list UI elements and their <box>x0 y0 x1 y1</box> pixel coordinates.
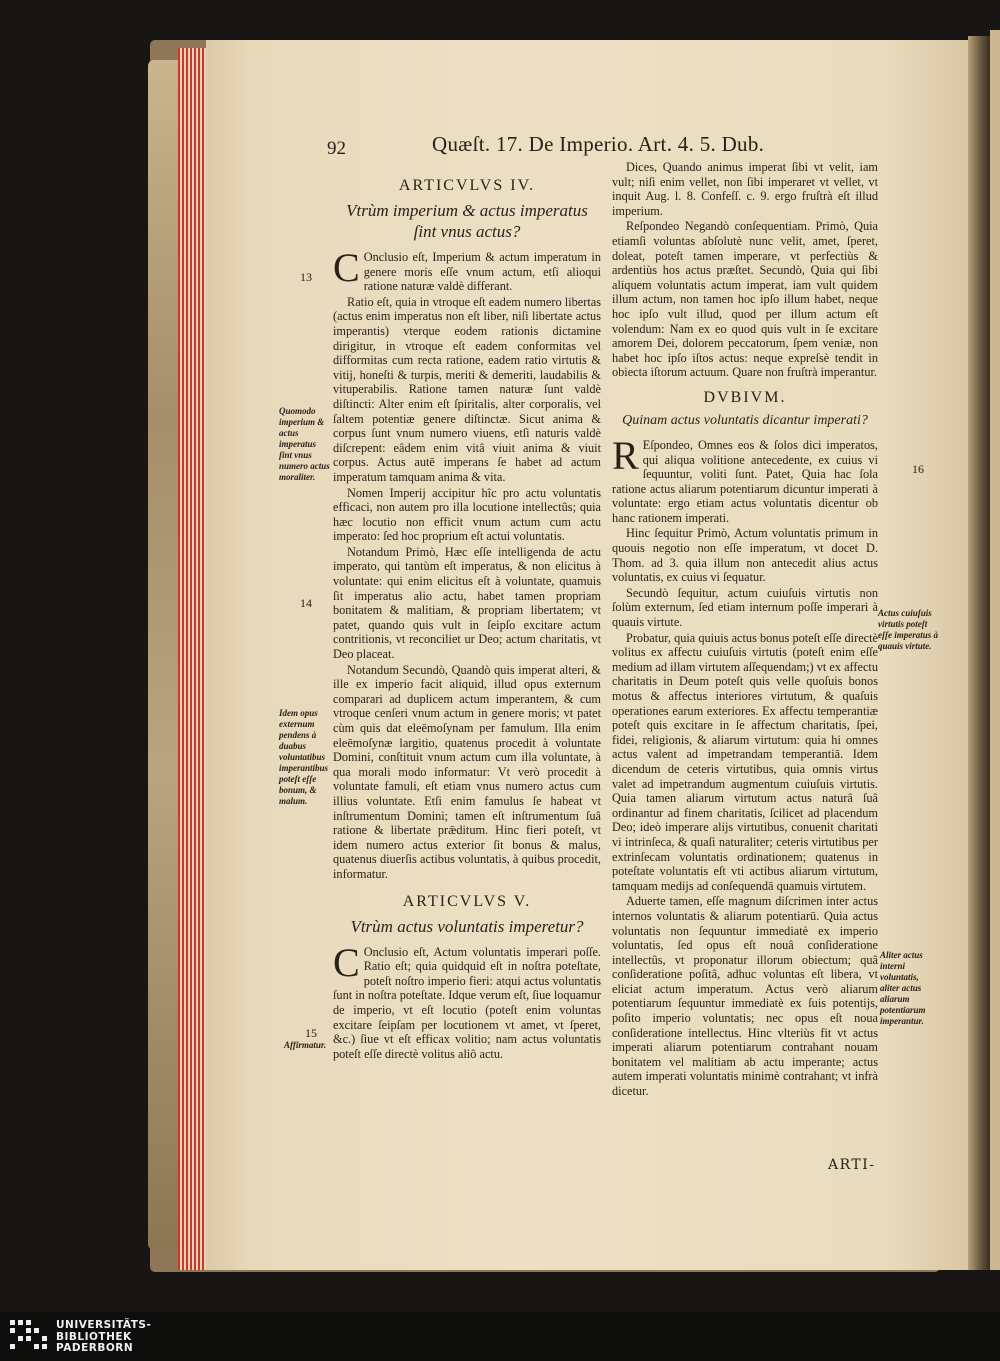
library-logo-icon <box>10 1320 50 1354</box>
margin-number: 15 <box>305 1026 317 1040</box>
article-4-paragraph: Notandum Primò, Hæc eſſe intelligenda de actu imperato, qui tantùm eſt imperatus, & non elicitus à voluntate: qui enim elicitus eſt à voluntate, quamuis ſit imperatus alio actu, habet tamen propriam bonitatem & malitiam, & propriam libertatem; vt patet, quando quis vult in ſeipſo excitare actum contritionis, vt reconciliet ur Deo; actum charitatis, vt Deo placeat. <box>333 544 601 662</box>
left-column <box>333 174 601 1062</box>
margin-number: 14 <box>300 596 312 610</box>
article-4-paragraph: Notandum Secundò, Quandò quis imperat alteri, & ille ex imperio facit aliquid, illud opus externum comparari ad duplicem actum imperantem, & cum vtroque cenſeri vnum actum in genere moris; vt patet cùm quis dat eleēmoſynam per famulum. Illa enim eleēmoſynæ largitio, quatenus procedit à voluntate Domini, conſtituit vnum actum cum illa voluntate, à qua morali modo informatur: Vt verò procedit à voluntate famuli, eſt etiam vnus numero actus cum illius voluntate. Etſi enim famulus ſe habeat vt inſtrumentum Domini; tamen eſt inſtrumentum ſuâ ratione & libertate prǣditum. Hinc fieri poteſt, vt idem numero actus exterior ſit bonus & malus, quatenus diuerſis actibus voluntatis, à quibus procedit, informatur. <box>333 662 601 881</box>
drop-cap: C <box>333 939 360 985</box>
dubium-heading: DVBIVM. <box>703 388 787 406</box>
running-head: Quæſt. 17. De Imperio. Art. 4. 5. Dub. <box>432 132 765 156</box>
dubium-response: R Eſpondeo, Omnes eos & ſolos dici imperatos, qui aliqua volitione antecedente, ex cuius vi ſequuntur, voliti ſunt. Patet, Quia hac ſola ratione actus aliarum potentiarum dicuntur imperati à voluntate: ergo etiam actus voluntatis dicentur ob hanc rationem imperati. <box>612 432 878 525</box>
article-4-conclusion: C Onclusio eſt, Imperium & actum imperatum in genere moris eſſe vnum actum, etſi alioqui ratione naturæ valdè differant. <box>333 245 601 294</box>
article-5-heading: ARTICVLVS V. <box>402 892 532 910</box>
objection-paragraph: Dices, Quando animus imperat ſibi vt velit, iam vult; niſi enim vellet, non ſibi imperaret vt vellet, vt inquit Aug. l. 8. Confeſſ. c. 9. ergo fruſtrà eſt illud imperium. <box>612 160 878 218</box>
library-name: UNIVERSITÄTS- BIBLIOTHEK PADERBORN <box>56 1319 152 1354</box>
margin-note: Aliter actus interni voluntatis, aliter actus aliarum potentiarum imperantur. <box>880 950 926 1026</box>
dubium-paragraph: Aduerte tamen, eſſe magnum diſcrimen inter actus internos voluntatis & aliarum potentiarū. Quia actus voluntatis non ſequuntur immediatè ex imperio voluntatis, ſed opus eſt nouâ conſideratione intellectûs, vt proponatur illorum obiectum; quâ conſideratione poſitâ, adhuc voluntas eſt libera, vt eliciat actum imperatum. Actus verò aliarum potentiarum ſequuntur immediatè ex ſuis potentijs, poſito imperio voluntatis; nec opus eſt noua conſideratione intellectus. Hinc vlteriùs fit vt actus imperati aliarum potentiarum contrahant nouam bonitatem vel malitiam ab actu imperante; actus autem imperati voluntatis minimè contrahant; vt infrà dicetur. <box>612 894 878 1099</box>
right-column <box>612 160 878 1100</box>
page-gutter <box>968 36 992 1270</box>
drop-cap: R <box>612 432 639 478</box>
margin-note: Affirmatur. <box>284 1040 327 1050</box>
red-page-edges <box>178 48 208 1270</box>
margin-note: Actus cuiuſuis virtutis poteſt eſſe imperatus à quauis virtute. <box>878 608 938 651</box>
facing-page-edge <box>990 30 1000 1270</box>
article-4-paragraph: Ratio eſt, quia in vtroque eſt eadem numero libertas (actus enim imperatus non eſt liber, niſi libertate actus imperantis) vterque eodem rationis dictamine dirigitur, in vtroque eſt eadem conformitas vel difformitas cum recta ratione, eadem ratio virtutis & vitij, honeſti & turpis, meriti & demeriti, laudabilis & vituperabilis. Ratione tamen naturæ ſunt valdè diſtincti: Alter enim eſt ſpiritalis, alter corporalis, vel ſaltem potentiæ genere diſtinctæ. Sicut anima & corpus ſunt vnum numero viuens, etſi naturis valdè diſcrepent: eâdem enim vitâ viuit anima & viuit corpus. Actus autē imperans ſe habet ad actum imperatum tamquam anima & vita. <box>333 294 601 484</box>
margin-number: 16 <box>912 462 924 476</box>
article-5-conclusion: C Onclusio eſt, Actum voluntatis imperari poſſe. Ratio eſt; quia quidquid eſt in noſtra poteſtate, poteſt noſtro imperio fieri: atqui actus voluntatis ſunt in noſtra poteſtate. Idque verum eſt, ſiue loquamur de imperio, vt eſt locutio (poteſt enim voluntas excitare ſeipſam per locutionem vt amet, vt ſperet, &c.) ſiue vt eſt efficax volitio; nam actus voluntatis poteſt eſſe directè volitus aliô actu. <box>333 939 601 1061</box>
margin-note: Quomodo imperium & actus imperatus ſint vnus numero actus moraliter. <box>279 406 330 482</box>
response-paragraph: Reſpondeo Negandò conſequentiam. Primò, Quia etiamſi voluntas abſolutè nunc velit, amet, ſperet, doleat, poteſt tamen imperare, vt perfectiùs & ardentiùs hos actus præſtet. Secundò, Quia qui ſibi aliquem voluntatis actum imperat, iam vult quidem illum actum, non tamen hoc ipſo illum habet, neque hoc ipſo vult illud, quod per illum actum eſt volendum: Nam ex eo quod quis vult in ſe excitare amorem Dei, dolorem peccatorum, ſpem veniæ, non habet hoc ipſo iſtos actus: neque expreſsè tendit in obiecta iſtorum actuum. Quare non fruſtrà imperantur. <box>612 219 878 380</box>
dubium-paragraph: Secundò ſequitur, actum cuiuſuis virtutis non ſolùm externum, ſed etiam internum poſſe imperari à quauis virtute. <box>612 585 878 630</box>
dubium-paragraph: Probatur, quia quiuis actus bonus poteſt eſſe directè volitus ex affectu cuiuſuis virtutis (poteſt enim eſſe medium ad illam virtutem aſſequendam;) vt ex affectu charitatis in Deum poteſt quis velle quoſuis bonos motus & affectus interiores virtutum, & quaſuis operationes earum exteriores. Ex affectu temperantiæ poteſt quis excitare in ſe affectum charitatis, ſpei, fidei, religionis, & aliarum virtutum: quia hi omnes actus valent ad impetrandam temperantiā. Idem dicendum de ceteris virtutibus, quia omnis virtus valet ad impetrandum augmentum cuiuſuis virtutis. Quia tamen aliarum virtutum actus naturâ ſuâ ordinantur ad finem charitatis, ſcilicet ad placendum Deo; ideò imperare alijs virtutibus, conuenit charitati vi intrinſeca, & quaſi naturaliter; ceteris virtutibus per extrinſecam voluntatis ordinationem; quatenus in poteſtate voluntatis eſt vti actibus aliarum virtutum, tamquam medijs ad conſequendā quamuis virtutem. <box>612 630 878 893</box>
article-4-question: Vtrùm imperium & actus imperatus ſint vnus actus? <box>346 201 588 241</box>
dubium-question: Quinam actus voluntatis dicantur imperati? <box>622 412 868 428</box>
article-4-paragraph: Nomen Imperij accipitur hîc pro actu voluntatis efficaci, non autem pro illa locutione intellectûs; quia hæc locutio non efficit vnum actum cum actu imperato: ſed hoc proprium eſt actui voluntatis. <box>333 485 601 544</box>
page-number: 92 <box>327 138 346 159</box>
article-5-question: Vtrùm actus voluntatis imperetur? <box>350 916 584 936</box>
margin-number: 13 <box>300 270 312 284</box>
drop-cap: C <box>333 245 360 290</box>
catchword: ARTI- <box>828 1157 876 1173</box>
margin-note: Idem opus externum pendens à duabus voluntatibus imperantibus poteſt eſſe bonum, & malum. <box>279 708 329 806</box>
dubium-paragraph: Hinc ſequitur Primò, Actum voluntatis primum in quouis negotio non eſſe imperatum, vt docet D. Thom. ad 3. quia illum non antecedit alius actus voluntatis, ex cuius vi ſequatur. <box>612 526 878 585</box>
article-4-heading: ARTICVLVS IV. <box>398 177 536 194</box>
